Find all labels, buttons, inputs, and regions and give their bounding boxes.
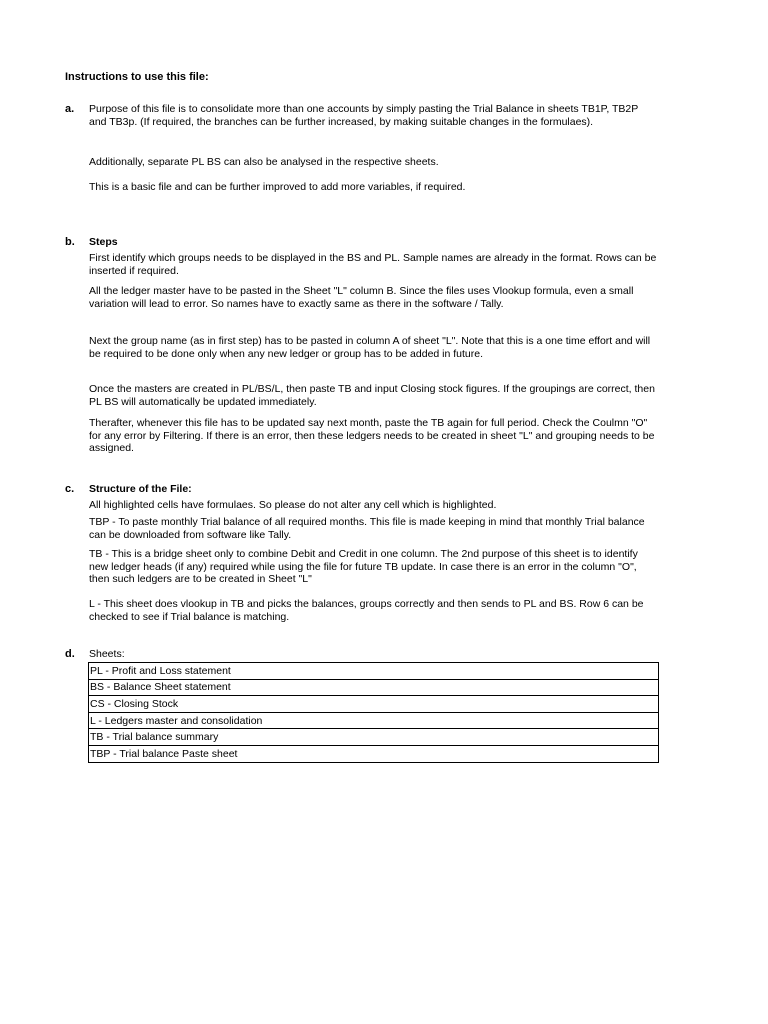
section-b-paragraph-3: Next the group name (as in first step) has to be pasted in column A of sheet "L". Note that this is a one time effort and will be required to be done only when any new ledger or group has to be added in future.: [89, 335, 651, 360]
table-row: [89, 663, 659, 680]
section-c-paragraph-3: TB - This is a bridge sheet only to combine Debit and Credit in one column. The 2nd purpose of this sheet is to identify new ledger heads (if any) required while using the file for future TB update. In case there is an error in the column "O", then such ledgers are to be created in Sheet "L": [89, 548, 638, 586]
section-c-marker: c.: [65, 483, 75, 495]
section-c-paragraph-2: TBP - To paste monthly Trial balance of all required months. This file is made keeping in mind that monthly Trial balance can be downloaded from software like Tally.: [89, 516, 645, 541]
section-b-paragraph-4: Once the masters are created in PL/BS/L, then paste TB and input Closing stock figures. If the groupings are correct, then PL BS will automatically be updated immediately.: [89, 383, 655, 408]
section-c-paragraph-4: L - This sheet does vlookup in TB and picks the balances, groups correctly and then sends to PL and BS. Row 6 can be checked to see if Trial balance is matching.: [89, 598, 644, 623]
sheet-cell-bs: BS - Balance Sheet statement: [89, 679, 659, 696]
sheets-table: [88, 662, 659, 763]
table-row: [89, 679, 659, 696]
sheet-cell-cs: CS - Closing Stock: [89, 696, 659, 713]
section-c-heading: Structure of the File:: [89, 483, 192, 495]
section-b-paragraph-5: Therafter, whenever this file has to be updated say next month, paste the TB again for full period. Check the Coulmn "O" for any error by Filtering. If there is an error, then these ledgers needs to be created in sheet "L" and grouping needs to be assigned.: [89, 417, 655, 455]
section-d-heading: Sheets:: [89, 648, 125, 660]
section-b-heading: Steps: [89, 236, 118, 248]
section-b-paragraph-1: First identify which groups needs to be displayed in the BS and PL. Sample names are already in the format. Rows can be inserted if required.: [89, 252, 657, 277]
table-row: [89, 745, 659, 762]
table-row: [89, 729, 659, 746]
sheet-cell-l: L - Ledgers master and consolidation: [89, 712, 659, 729]
section-a-paragraph-2: Additionally, separate PL BS can also be analysed in the respective sheets.: [89, 156, 439, 168]
sheet-cell-tb: TB - Trial balance summary: [89, 729, 659, 746]
table-row: [89, 696, 659, 713]
section-b-paragraph-2: All the ledger master have to be pasted in the Sheet "L" column B. Since the files uses Vlookup formula, even a small variation will lead to error. So names have to exactly same as there in the software / Tally.: [89, 285, 634, 310]
section-b-marker: b.: [65, 236, 75, 248]
sheet-cell-tbp: TBP - Trial balance Paste sheet: [89, 745, 659, 762]
table-row: [89, 712, 659, 729]
document-title: Instructions to use this file:: [65, 71, 209, 83]
section-d-marker: d.: [65, 648, 75, 660]
section-a-paragraph-1: Purpose of this file is to consolidate more than one accounts by simply pasting the Trial Balance in sheets TB1P, TB2P and TB3p. (If required, the branches can be further increased, by making suitable changes in the formulaes).: [89, 103, 639, 128]
sheet-cell-pl: PL - Profit and Loss statement: [89, 663, 659, 680]
section-c-paragraph-1: All highlighted cells have formulaes. So please do not alter any cell which is highlighted.: [89, 499, 497, 511]
section-a-marker: a.: [65, 103, 75, 115]
section-a-paragraph-3: This is a basic file and can be further improved to add more variables, if required.: [89, 181, 466, 193]
